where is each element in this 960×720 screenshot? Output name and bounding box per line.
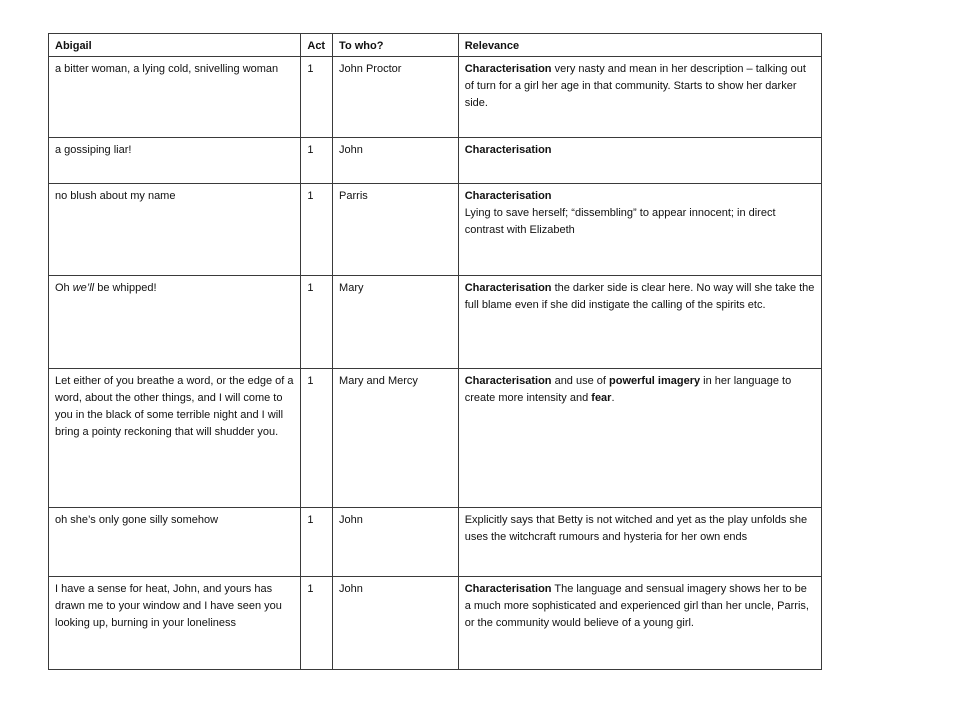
table-row bbox=[49, 57, 822, 138]
to-who-cell: John bbox=[333, 138, 459, 184]
quote-cell: a bitter woman, a lying cold, snivelling woman bbox=[49, 57, 301, 138]
act-cell: 1 bbox=[301, 508, 333, 577]
relevance-bold-label: Characterisation bbox=[464, 583, 552, 595]
relevance-text: Lying to save herself; “dissembling” to appear innocent; in direct contrast with Elizabeth bbox=[464, 207, 776, 236]
relevance-text: very nasty and mean in her description – talking out of turn for a girl her age in that community. Starts to show her darker side. bbox=[464, 63, 806, 109]
act-cell: 1 bbox=[301, 138, 333, 184]
quote-cell: oh she’s only gone silly somehow bbox=[49, 508, 301, 577]
to-who-cell: Mary bbox=[333, 276, 459, 369]
table-header-row bbox=[49, 34, 822, 57]
character-quotes-table bbox=[48, 33, 822, 670]
quote-text: be whipped! bbox=[94, 282, 157, 294]
header-to-who: To who? bbox=[333, 34, 459, 57]
relevance-text: in her language to create more intensity and bbox=[464, 375, 792, 404]
relevance-bold-label: Characterisation bbox=[464, 190, 552, 202]
relevance-cell bbox=[458, 184, 821, 276]
quote-cell bbox=[49, 276, 301, 369]
relevance-text: and use of bbox=[551, 375, 610, 387]
relevance-cell bbox=[458, 276, 821, 369]
relevance-bold-phrase: powerful imagery bbox=[609, 375, 701, 387]
quote-text: Oh bbox=[55, 282, 73, 294]
to-who-cell: Mary and Mercy bbox=[333, 369, 459, 508]
relevance-bold-phrase: fear bbox=[591, 392, 612, 404]
to-who-cell: Parris bbox=[333, 184, 459, 276]
relevance-cell bbox=[458, 57, 821, 138]
relevance-text: . bbox=[611, 392, 615, 404]
relevance-cell: Explicitly says that Betty is not witched and yet as the play unfolds she uses the witchcraft rumours and hysteria for her own ends bbox=[458, 508, 821, 577]
act-cell: 1 bbox=[301, 184, 333, 276]
relevance-bold-label: Characterisation bbox=[464, 144, 552, 156]
table-row bbox=[49, 369, 822, 508]
quote-cell: no blush about my name bbox=[49, 184, 301, 276]
relevance-text: The language and sensual imagery shows her to be a much more sophisticated and experienced girl than her uncle, Parris, or the community would believe of a young girl. bbox=[464, 583, 809, 629]
quote-cell: Let either of you breathe a word, or the edge of a word, about the other things, and I will come to you in the black of some terrible night and I will bring a pointy reckoning that will shudder you. bbox=[49, 369, 301, 508]
to-who-cell: John bbox=[333, 508, 459, 577]
relevance-text: the darker side is clear here. No way will she take the full blame even if she did instigate the calling of the spirits etc. bbox=[464, 282, 815, 311]
relevance-bold-label: Characterisation bbox=[464, 63, 552, 75]
to-who-cell: John Proctor bbox=[333, 57, 459, 138]
relevance-bold-label: Characterisation bbox=[464, 375, 552, 387]
act-cell: 1 bbox=[301, 57, 333, 138]
quote-cell: a gossiping liar! bbox=[49, 138, 301, 184]
relevance-cell bbox=[458, 577, 821, 670]
table-row bbox=[49, 577, 822, 670]
to-who-cell: John bbox=[333, 577, 459, 670]
quote-cell: I have a sense for heat, John, and yours has drawn me to your window and I have seen you looking up, burning in your loneliness bbox=[49, 577, 301, 670]
act-cell: 1 bbox=[301, 276, 333, 369]
table-row bbox=[49, 508, 822, 577]
act-cell: 1 bbox=[301, 369, 333, 508]
quote-emphasis: we’ll bbox=[72, 282, 95, 294]
header-relevance: Relevance bbox=[458, 34, 821, 57]
relevance-bold-label: Characterisation bbox=[464, 282, 552, 294]
relevance-cell bbox=[458, 369, 821, 508]
table-row bbox=[49, 276, 822, 369]
header-act: Act bbox=[301, 34, 333, 57]
table-row bbox=[49, 138, 822, 184]
header-abigail: Abigail bbox=[49, 34, 301, 57]
act-cell: 1 bbox=[301, 577, 333, 670]
relevance-cell bbox=[458, 138, 821, 184]
table-row bbox=[49, 184, 822, 276]
